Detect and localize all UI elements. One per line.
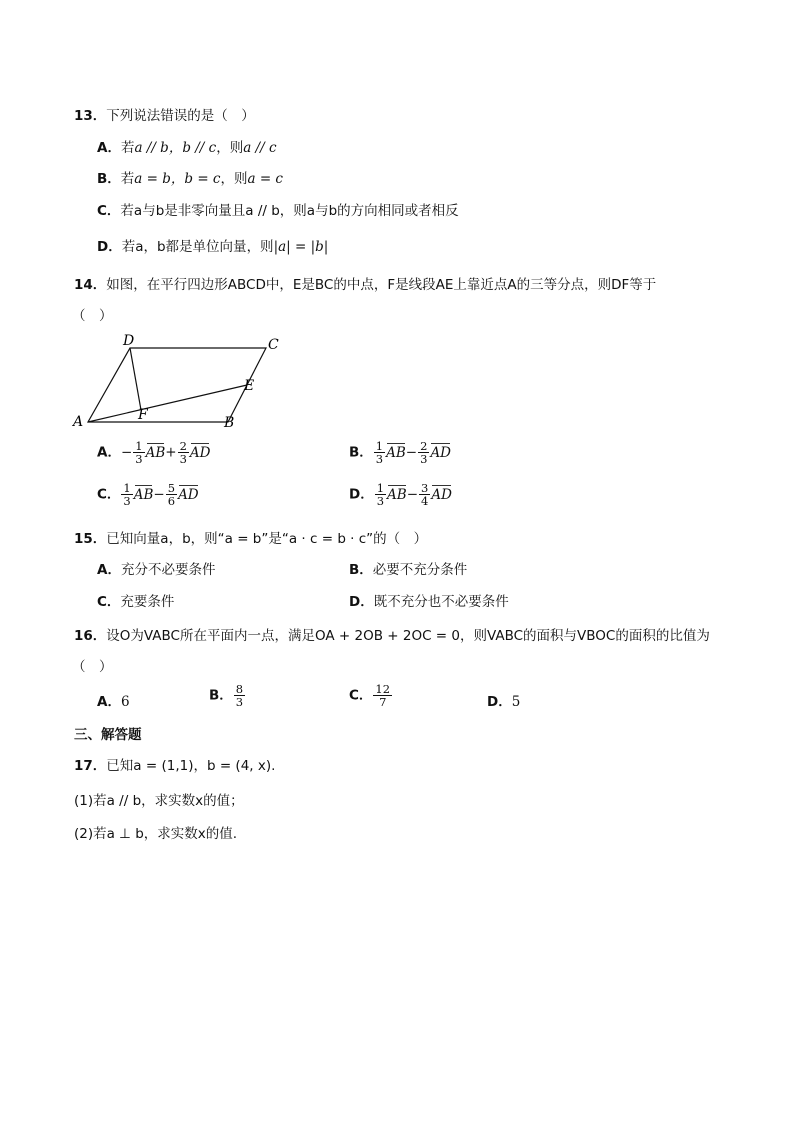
option-label: B．	[349, 562, 373, 578]
q17-part-2: (2)若a ⊥ b，求实数x的值.	[74, 826, 238, 842]
option-fraction: $\frac{12}{7}$	[375, 682, 391, 709]
q13-option-b	[97, 167, 283, 187]
q15-text: 已知向量a，b，则“a = b”是“a · c = b · c”的（ ）	[106, 531, 428, 547]
q15-option-d	[349, 590, 509, 610]
q13-number: 13．	[74, 108, 107, 124]
q13-option-a	[97, 136, 277, 156]
fraction-2: $\frac{3}{4}$	[421, 481, 429, 508]
q13-stem	[74, 104, 255, 124]
option-text: 既不充分也不必要条件	[373, 594, 509, 610]
option-label: B．	[209, 687, 233, 704]
q16-text: 设O为VABC所在平面内一点，满足OA + 2OB + 2OC = 0，则VABC的面积与VBOC的面积的比值为	[106, 628, 710, 644]
point-label-d: D	[123, 333, 135, 349]
option-label: D．	[349, 594, 374, 610]
parallelogram-figure	[70, 330, 290, 432]
point-label-e: E	[244, 378, 255, 394]
q13-option-d	[97, 235, 328, 255]
option-mid: ，则	[246, 239, 274, 255]
option-label: C．	[349, 687, 373, 704]
q14-text: 如图，在平行四边形ABCD中，E是BC的中点，F是线段AE上靠近点A的三等分点，则DF等于	[106, 277, 657, 293]
option-pre: 若	[120, 203, 134, 219]
option-label: A．	[97, 694, 121, 710]
option-value: 6	[120, 694, 130, 710]
option-post: a与b的方向相同或者相反	[306, 203, 459, 219]
point-label-f: F	[138, 407, 148, 423]
operator: −	[406, 486, 419, 503]
point-label-b: B	[224, 415, 235, 431]
q14-option-d	[349, 482, 452, 507]
q16-number: 16．	[74, 628, 107, 644]
q16-option-a	[97, 690, 130, 710]
q16-option-c	[349, 683, 393, 708]
q16-paren: （ ）	[72, 659, 113, 675]
vector-2: AD	[178, 486, 199, 503]
fraction-1: $\frac{1}{3}$	[135, 439, 143, 466]
section-heading: 三、解答题	[74, 727, 142, 743]
fraction-1: $\frac{1}{3}$	[376, 481, 385, 508]
q15-option-a	[97, 558, 215, 578]
vector-2: AD	[430, 444, 452, 461]
q15-option-b	[349, 558, 467, 578]
option-expr: a // b，b // c	[134, 140, 217, 156]
parallelogram-abcd	[88, 348, 266, 422]
option-mid: ，则	[220, 171, 248, 187]
option-text: 充要条件	[120, 594, 175, 610]
q16-option-d	[487, 690, 520, 710]
q17-part-1: (1)若a // b，求实数x的值；	[74, 793, 244, 809]
q17-number: 17．	[74, 758, 107, 774]
q14-number: 14．	[74, 277, 107, 293]
fraction-1: $\frac{1}{3}$	[123, 481, 131, 508]
point-label-c: C	[268, 337, 279, 353]
point-label-a: A	[73, 414, 84, 430]
option-label: C．	[97, 486, 121, 503]
segment-df	[130, 348, 141, 410]
option-post: |a| = |b|	[273, 239, 329, 255]
option-label: B．	[349, 444, 373, 461]
q14-stem	[74, 273, 656, 293]
option-text: 充分不必要条件	[120, 562, 216, 578]
vector-1: AB	[386, 444, 406, 461]
option-label: C．	[97, 203, 121, 219]
vector-1: AB	[145, 444, 166, 461]
option-value: 5	[511, 694, 521, 710]
option-label: D．	[487, 694, 512, 710]
option-sign: −	[120, 444, 133, 461]
q15-number: 15．	[74, 531, 107, 547]
option-label: D．	[97, 239, 122, 255]
option-expr: a与b是非零向量且a // b	[133, 203, 280, 219]
option-mid: ，则	[279, 203, 307, 219]
q14-option-c	[97, 482, 199, 507]
option-fraction: $\frac{8}{3}$	[235, 682, 244, 709]
fraction-1: $\frac{1}{3}$	[375, 439, 384, 466]
option-post: a = c	[247, 171, 283, 187]
q17-text: 已知a = (1,1)，b = (4, x).	[106, 758, 276, 774]
option-label: C．	[97, 594, 121, 610]
q16-option-b	[209, 683, 246, 708]
option-label: A．	[97, 444, 121, 461]
option-label: A．	[97, 140, 121, 156]
option-expr: a = b，b = c	[134, 171, 221, 187]
option-post: a // c	[243, 140, 277, 156]
q14-paren: （ ）	[72, 308, 113, 324]
q13-option-c	[97, 199, 459, 219]
vector-2: AD	[431, 486, 452, 503]
q15-option-c	[97, 590, 174, 610]
operator: −	[153, 486, 165, 503]
vector-1: AB	[387, 486, 407, 503]
option-label: B．	[97, 171, 121, 187]
option-pre: 若	[121, 239, 136, 255]
q15-stem	[74, 527, 427, 547]
vector-1: AB	[133, 486, 154, 503]
q14-option-a	[97, 440, 210, 465]
vector-2: AD	[189, 444, 211, 461]
operator: −	[405, 444, 418, 461]
q17-stem	[74, 754, 275, 774]
q14-option-b	[349, 440, 451, 465]
fraction-2: $\frac{2}{3}$	[420, 439, 428, 466]
option-label: D．	[349, 486, 374, 503]
option-mid: ，则	[216, 140, 244, 156]
option-pre: 若	[120, 140, 135, 156]
operator: +	[165, 444, 177, 461]
q13-text: 下列说法错误的是（ ）	[106, 108, 255, 124]
option-label: A．	[97, 562, 121, 578]
fraction-2: $\frac{5}{6}$	[167, 481, 176, 508]
option-expr: a，b都是单位向量	[135, 239, 247, 255]
option-text: 必要不充分条件	[372, 562, 468, 578]
fraction-2: $\frac{2}{3}$	[179, 439, 187, 466]
option-pre: 若	[120, 171, 135, 187]
q16-stem	[74, 624, 710, 644]
